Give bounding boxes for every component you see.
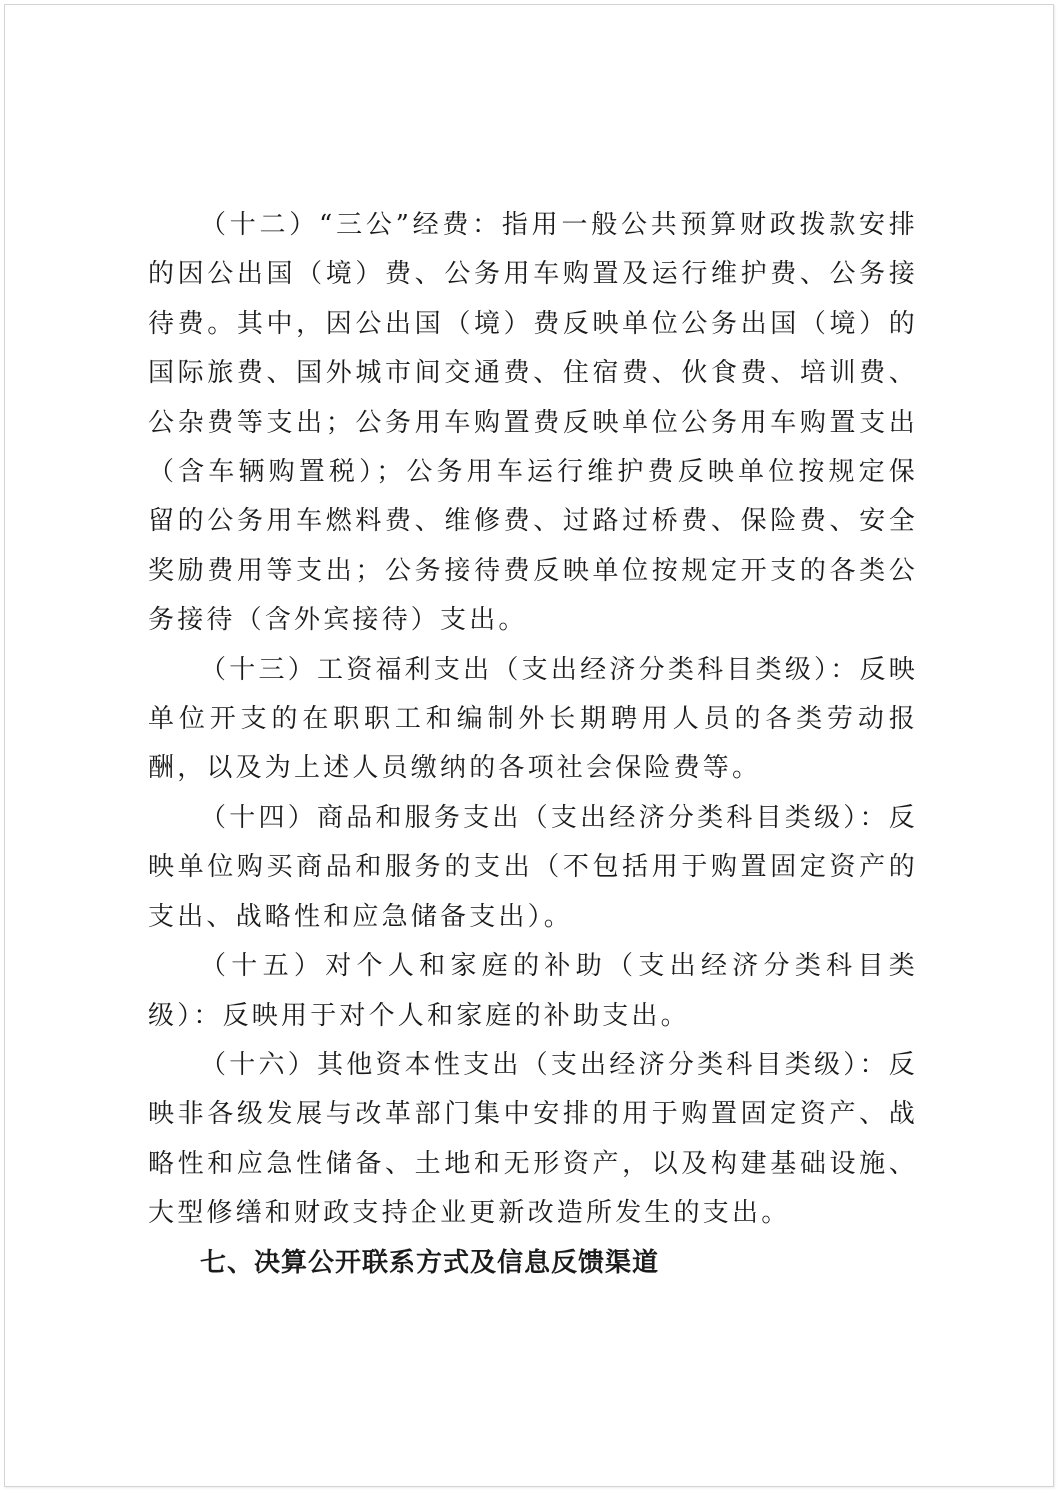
document-body xyxy=(148,201,918,1288)
paragraph-personal-family-subsidy: （十五）对个人和家庭的补助（支出经济分类科目类级）：反映用于对个人和家庭的补助支出。 xyxy=(148,951,918,1031)
paragraph-three-public-expenses: （十二）“三公”经费：指用一般公共预算财政拨款安排的因公出国（境）费、公务用车购置及运行维护费、公务接待费。其中，因公出国（境）费反映单位公务出国（境）的国际旅费、国外城市间交通费、住宿费、伙食费、培训费、公杂费等支出；公务用车购置费反映单位公务用车购置支出（含车辆购置税）；公务用车运行维护费反映单位按规定保留的公务用车燃料费、维修费、过路过桥费、保险费、安全奖励费用等支出；公务接待费反映单位按规定开支的各类公务接待（含外宾接待）支出。 xyxy=(148,210,918,636)
section-heading-contact: 七、决算公开联系方式及信息反馈渠道 xyxy=(200,1247,660,1278)
paragraph-other-capital-expenditure: （十六）其他资本性支出（支出经济分类科目类级）：反映非各级发展与改革部门集中安排的用于购置固定资产、战略性和应急性储备、土地和无形资产，以及构建基础设施、大型修缮和财政支持企业更新改造所发生的支出。 xyxy=(148,1049,918,1229)
paragraph-goods-services: （十四）商品和服务支出（支出经济分类科目类级）：反映单位购买商品和服务的支出（不包括用于购置固定资产的支出、战略性和应急储备支出）。 xyxy=(148,802,918,932)
document-page xyxy=(4,4,1054,1487)
paragraph-wages-welfare: （十三）工资福利支出（支出经济分类科目类级）：反映单位开支的在职职工和编制外长期聘用人员的各类劳动报酬，以及为上述人员缴纳的各项社会保险费等。 xyxy=(148,654,918,784)
